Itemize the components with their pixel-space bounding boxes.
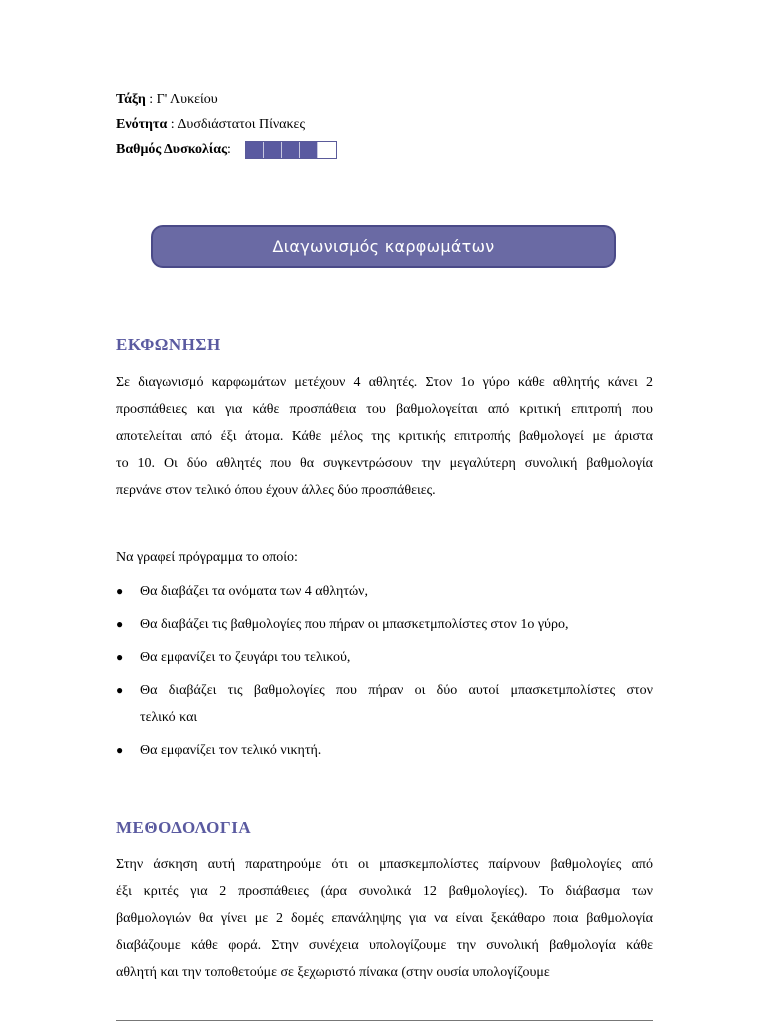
difficulty-segment (282, 142, 300, 158)
difficulty-segment (246, 142, 264, 158)
methodology-paragraph (116, 851, 653, 986)
bullet-item (116, 578, 653, 605)
bullet-text: Θα διαβάζει τα ονόματα των 4 αθλητών, (140, 584, 369, 599)
bullet-item (116, 737, 653, 764)
difficulty-segment (300, 142, 318, 158)
difficulty-rating-bar (245, 141, 337, 159)
meta-unit-line (116, 116, 305, 134)
paragraph-line: έξι κριτές για 2 προσπάθειες (άρα συνολικά 12 βαθμολογίες). Το διάβασμα των (116, 884, 653, 899)
banner-title: Διαγωνισμός καρφωμάτων (272, 237, 495, 256)
meta-class-line (116, 91, 218, 109)
bullet-text: Θα εμφανίζει το ζευγάρι του τελικού, (140, 650, 351, 665)
unit-label: Ενότητα (116, 117, 168, 132)
paragraph-line: αποτελείται από έξι άτομα. Κάθε μέλος της κριτικής επιτροπής βαθμολογεί με άριστα (116, 429, 653, 444)
difficulty-sep: : (227, 142, 231, 157)
difficulty-segment (264, 142, 282, 158)
section-heading-methodologia: ΜΕΘΟΔΟΛΟΓΙΑ (116, 818, 252, 837)
bullet-dot-icon: ● (116, 683, 124, 697)
class-value: : Γ' Λυκείου (145, 92, 218, 107)
problem-statement-paragraph (116, 369, 653, 504)
bullet-text: Θα διαβάζει τις βαθμολογίες που πήραν οι δύο αυτοί μπασκετμπολίστες στον (140, 683, 653, 698)
section-heading-ekfonisi: ΕΚΦΩΝΗΣΗ (116, 335, 221, 354)
paragraph-line: αθλητή και την τοποθετούμε σε ξεχωριστό πίνακα (στην ουσία υπολογίζουμε (116, 965, 550, 980)
bullet-dot-icon: ● (116, 650, 124, 664)
bullet-item (116, 611, 653, 638)
bullet-dot-icon: ● (116, 584, 124, 598)
unit-value: : Δυσδιάστατοι Πίνακες (167, 117, 305, 132)
bullet-item (116, 677, 653, 731)
bullet-text: Θα εμφανίζει τον τελικό νικητή. (140, 743, 322, 758)
paragraph-line: Σε διαγωνισμό καρφωμάτων μετέχουν 4 αθλητές. Στον 1ο γύρο κάθε αθλητής κάνει 2 (116, 375, 653, 390)
difficulty-segment (318, 142, 336, 158)
title-banner (151, 225, 616, 268)
class-label: Τάξη (116, 92, 146, 107)
footer-divider (116, 1020, 653, 1021)
bullet-item (116, 644, 653, 671)
task-bullet-list (116, 578, 653, 770)
paragraph-line: Στην άσκηση αυτή παρατηρούμε ότι οι μπασκεμπολίστες παίρνουν βαθμολογίες από (116, 857, 653, 872)
bullet-dot-icon: ● (116, 743, 124, 757)
task-intro-text: Να γραφεί πρόγραμμα το οποίο: (116, 550, 298, 565)
bullet-text: τελικό και (140, 710, 198, 725)
paragraph-line: προσπάθειες και για κάθε προσπάθεια του βαθμολογείται από κριτική επιτροπή που (116, 402, 653, 417)
task-intro (116, 544, 653, 571)
meta-difficulty-line (116, 141, 337, 159)
bullet-text: Θα διαβάζει τις βαθμολογίες που πήραν οι μπασκετμπολίστες στον 1ο γύρο, (140, 617, 569, 632)
bullet-dot-icon: ● (116, 617, 124, 631)
paragraph-line: το 10. Οι δύο αθλητές που θα συγκεντρώσουν την μεγαλύτερη συνολική βαθμολογία (116, 456, 653, 471)
difficulty-label: Βαθμός Δυσκολίας (116, 142, 227, 157)
paragraph-line: βαθμολογιών θα γίνει με 2 δομές επανάληψης για να είναι ξεκάθαρο ποια βαθμολογία (116, 911, 653, 926)
paragraph-line: περνάνε στον τελικό όπου έχουν άλλες δύο προσπάθειες. (116, 483, 436, 498)
paragraph-line: διαβάζουμε κάθε φορά. Στην συνέχεια υπολογίζουμε την συνολική βαθμολογία κάθε (116, 938, 653, 953)
